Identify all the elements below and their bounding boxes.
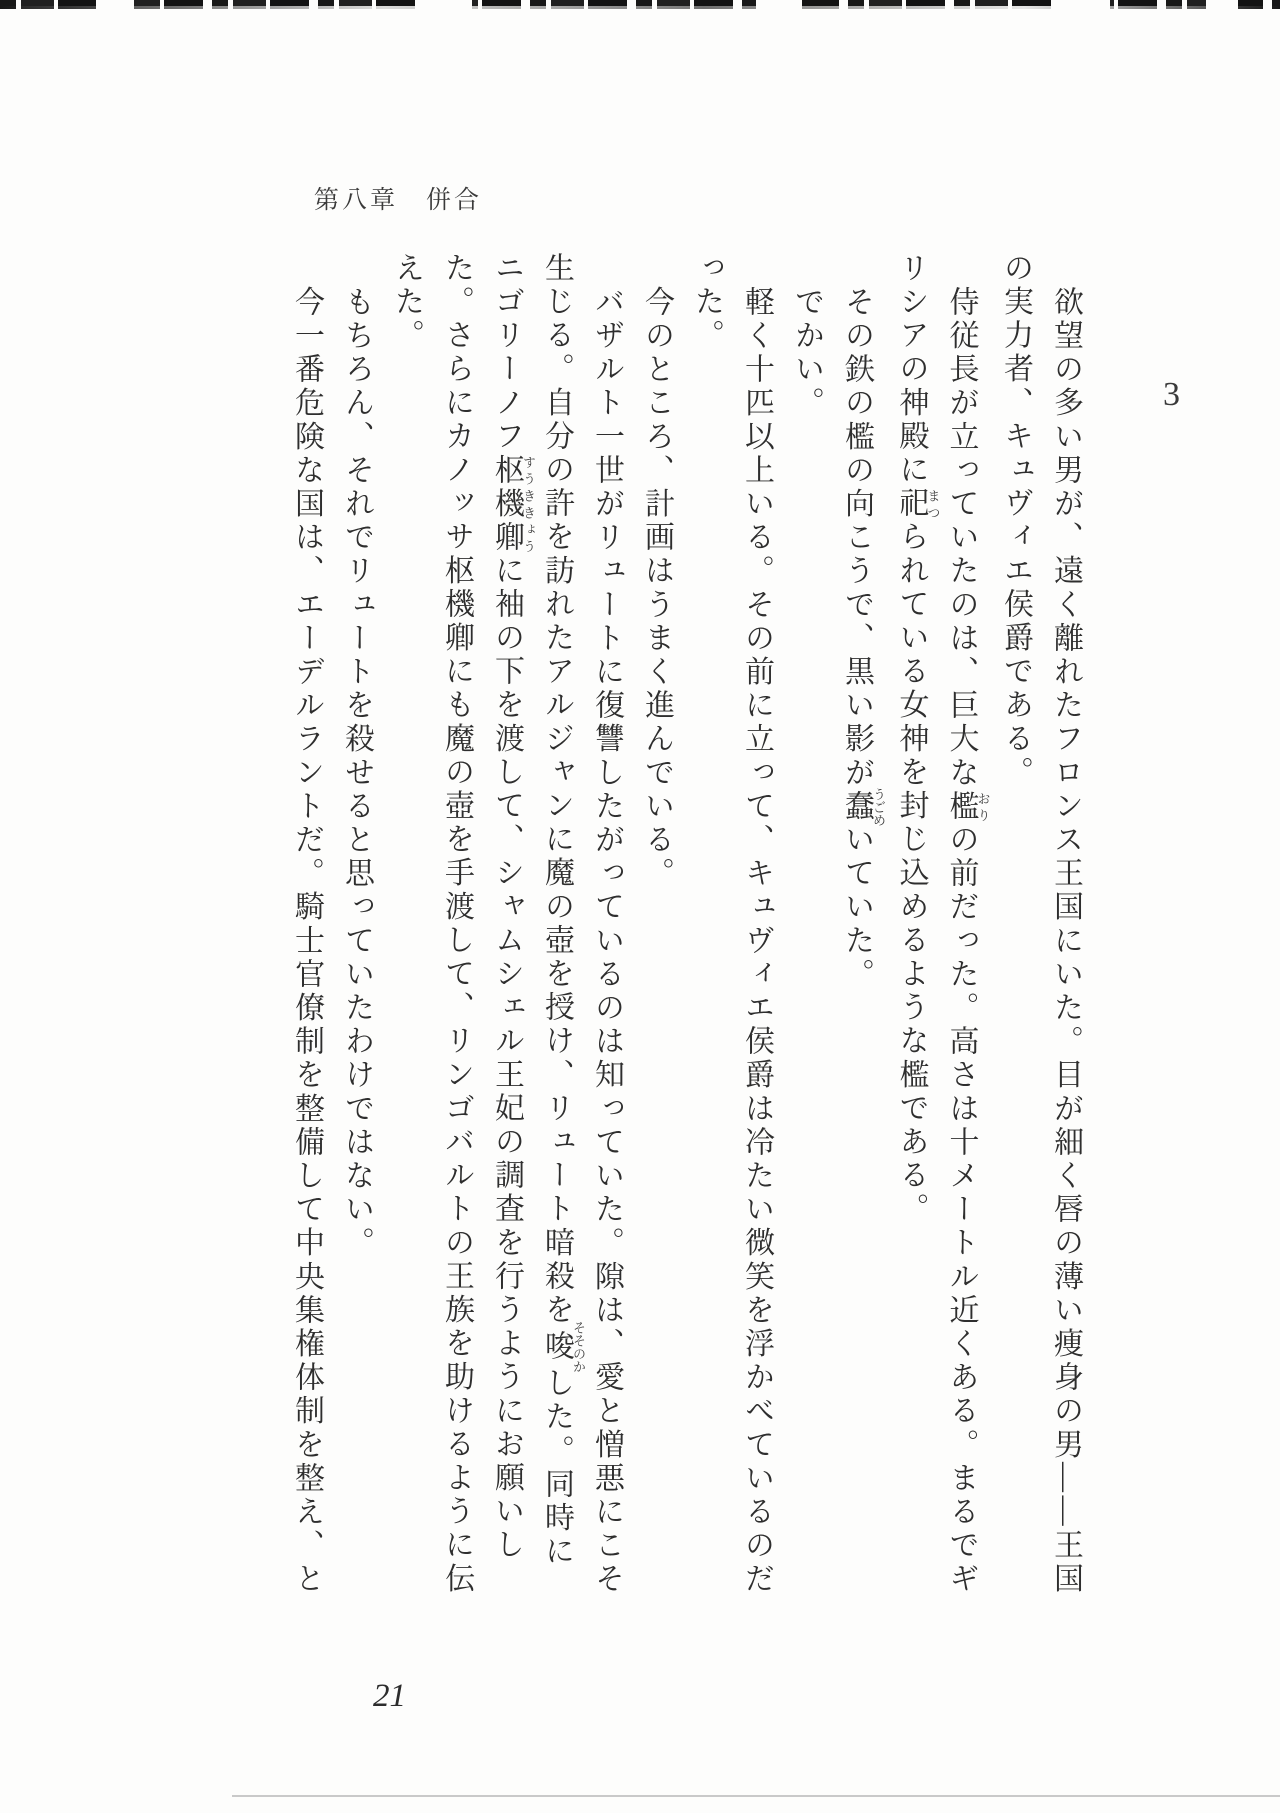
ruby-base: 蠢 xyxy=(840,787,873,827)
ruby-base: 枢機卿 xyxy=(490,453,523,555)
furigana: そそのか xyxy=(571,1321,586,1374)
text-run: に袖の下を渡して、シャムシェル王妃の調査を行うようにお願いした。さらにカノッサ枢機卿にも魔の壺を手渡して、リンゴバルトの王族を助けるように伝えた。 xyxy=(390,252,523,1596)
text-run: の前だった。高さは十メートル近くある。まるでギリシアの神殿に xyxy=(894,252,978,1597)
furigana: おり xyxy=(975,790,991,824)
text-run: られている女神を封じ込めるような檻である。 xyxy=(894,520,928,1227)
paragraph xyxy=(381,252,631,1597)
scan-artifact-top xyxy=(0,0,1280,9)
paragraph xyxy=(781,252,831,1597)
scan-artifact-bottom-line xyxy=(232,1795,1280,1797)
furigana: すうききょう xyxy=(521,453,536,555)
paragraph xyxy=(886,252,991,1597)
text-run: 欲望の多い男が、遠く離れたフロンス王国にいた。目が細く唇の薄い痩身の男——王国の実力者、キュヴィエ侯爵である。 xyxy=(999,252,1082,1597)
text-run: バザルト一世がリュートに復讐したがっているのは知っていた。隙は、愛と憎悪にこそ生じる。自分の許を訪れたアルジャンに魔の壺を授け、リュート暗殺を xyxy=(540,252,623,1597)
text-run: した。同時にニゴリーノフ xyxy=(490,252,573,1569)
paragraph xyxy=(990,252,1090,1597)
text-run: もちろん、それでリュートを殺せると思っていたわけではない。 xyxy=(340,286,373,1261)
section-number: 3 xyxy=(1163,376,1180,413)
ruby-base: 唆 xyxy=(540,1321,573,1374)
page-number: 21 xyxy=(373,1678,406,1714)
text-run: 今一番危険な国は、エーデルラントだ。騎士官僚制を整備して中央集権体制を整え、と xyxy=(290,286,323,1597)
paragraph xyxy=(631,252,681,1597)
furigana: うごめ xyxy=(871,787,886,827)
ruby-annotated-text xyxy=(540,1321,586,1374)
text-run: 軽く十匹以上いる。その前に立って、キュヴィエ侯爵は冷たい微笑を浮かべているのだった。 xyxy=(690,252,773,1597)
chapter-heading: 第八章 併合 xyxy=(314,187,483,214)
paragraph xyxy=(331,252,381,1597)
furigana: まつ xyxy=(925,487,941,521)
paragraph xyxy=(831,252,886,1597)
paragraph xyxy=(681,252,781,1597)
ruby-annotated-text xyxy=(490,453,536,555)
ruby-annotated-text xyxy=(840,787,886,827)
vertical-text-block xyxy=(281,252,1090,1597)
text-run: 今のところ、計画はうまく進んでいる。 xyxy=(640,286,673,891)
text-run: いていた。 xyxy=(840,823,873,992)
ruby-annotated-text xyxy=(944,790,991,824)
ruby-base: 祀 xyxy=(894,487,928,521)
paragraph xyxy=(281,252,331,1597)
text-run: でかい。 xyxy=(790,286,823,421)
text-run: 侍従長が立っていたのは、巨大な xyxy=(944,286,978,790)
ruby-base: 檻 xyxy=(944,790,978,824)
ruby-annotated-text xyxy=(894,487,941,521)
text-run: その鉄の檻の向こうで、黒い影が xyxy=(840,286,873,790)
